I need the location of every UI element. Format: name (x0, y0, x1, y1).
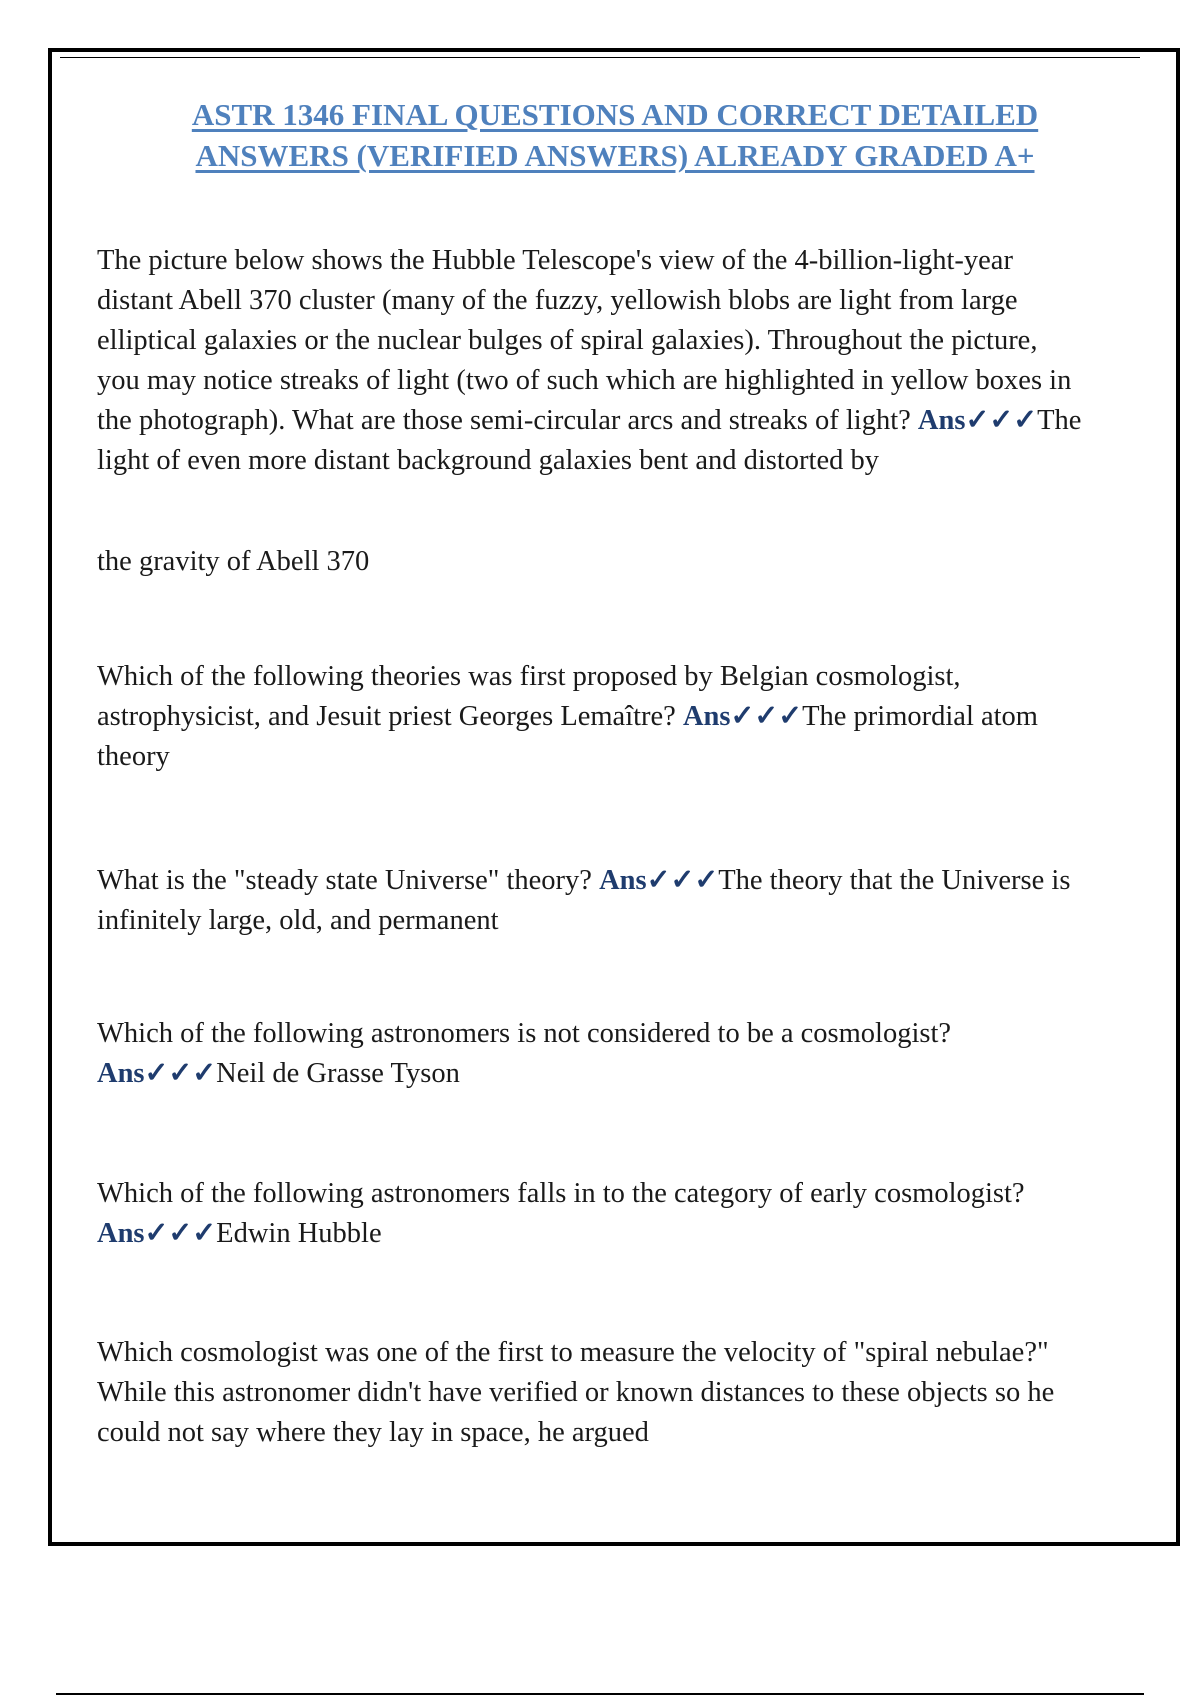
answer-marker: Ans✓✓✓ (97, 1058, 217, 1089)
document-title (100, 94, 1130, 176)
question-text: Which of the following astronomers falls in to the category of early cosmologist? (97, 1178, 1025, 1209)
qa-item-3 (97, 861, 1087, 941)
title-line-1: ASTR 1346 FINAL QUESTIONS AND CORRECT DETAILED (191, 97, 1039, 132)
answer-marker: Ans✓✓✓ (97, 1218, 217, 1249)
answer-marker: Ans✓✓✓ (917, 405, 1038, 436)
answer-marker: Ans✓✓✓ (682, 701, 803, 732)
question-text: The picture below shows the Hubble Telescope's view of the 4-billion-light-year distant Abell 370 cluster (many of the fuzzy, yellowish blobs are light from large elliptical galaxies or the nuclear bulges of spiral galaxies). Throughout the picture, you may notice streaks of light (two of such which are highlighted in yellow boxes in the photograph). What are those semi-circular arcs and streaks of light? (97, 245, 1072, 436)
question-text: Which cosmologist was one of the first to measure the velocity of "spiral nebulae?" While this astronomer didn't have verified or known distances to these objects so he could not say where they lay in space, he argued (97, 1337, 1055, 1448)
qa-item-6 (97, 1333, 1087, 1453)
answer-text: Edwin Hubble (216, 1218, 382, 1249)
answer-text-continued: the gravity of Abell 370 (97, 546, 370, 577)
answer-marker: Ans✓✓✓ (599, 865, 719, 896)
answer-text: Neil de Grasse Tyson (216, 1058, 460, 1089)
qa-item-2 (97, 657, 1087, 777)
top-rule (60, 57, 1140, 58)
question-text: What is the "steady state Universe" theory? (97, 865, 592, 896)
qa-item-4 (97, 1014, 1087, 1094)
answer-text: The theory that the Universe is infinitely large, old, and permanent (97, 865, 1071, 936)
question-text: Which of the following theories was first proposed by Belgian cosmologist, astrophysicist, and Jesuit priest Georges Lemaître? (97, 661, 961, 732)
title-line-2: ANSWERS (VERIFIED ANSWERS) ALREADY GRADED A+ (195, 138, 1035, 173)
bottom-rule (56, 1693, 1144, 1695)
qa-item-1 (97, 241, 1087, 481)
qa-item-5 (97, 1174, 1087, 1254)
qa-item-1-continued (97, 542, 1087, 582)
question-text: Which of the following astronomers is not considered to be a cosmologist? (97, 1018, 952, 1049)
answer-text: The primordial atom theory (97, 701, 1038, 772)
answer-text: The light of even more distant background galaxies bent and distorted by (97, 405, 1082, 476)
